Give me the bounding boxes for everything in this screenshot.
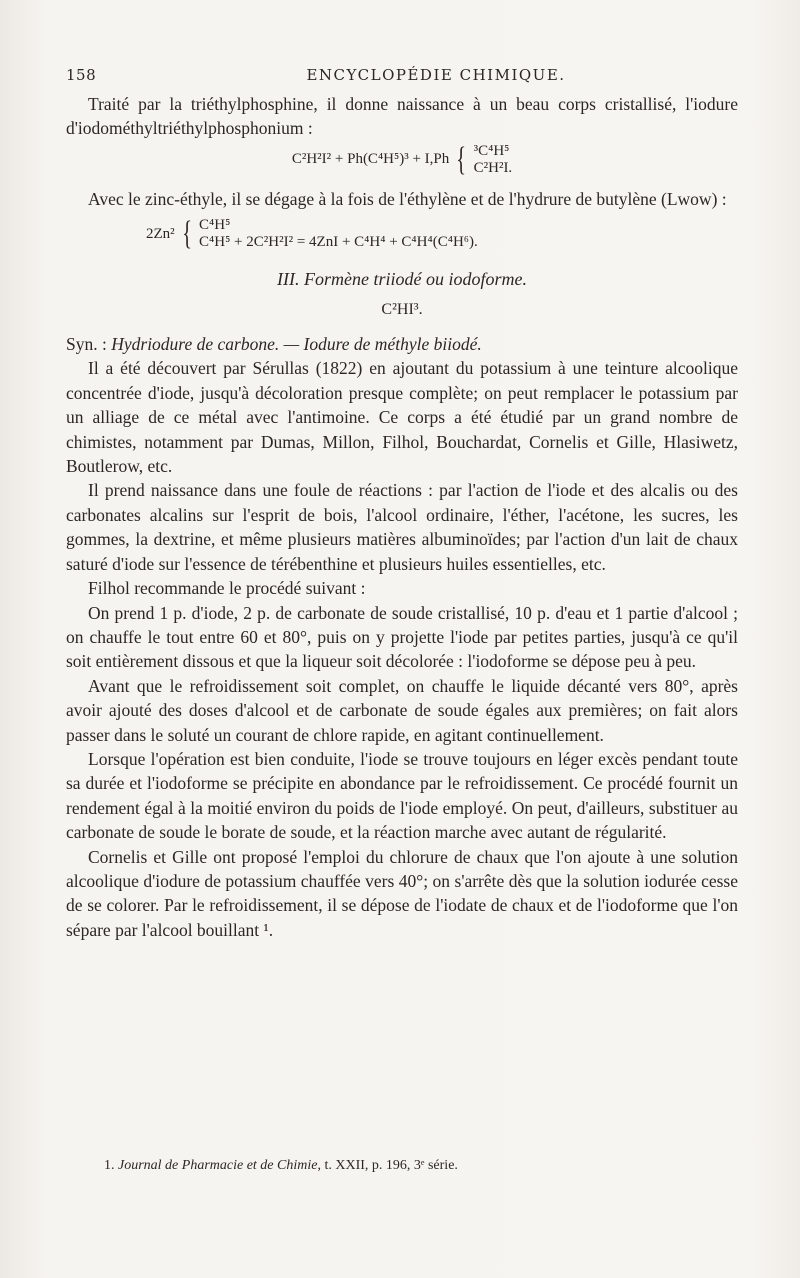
equation-zinc-ethyl <box>146 217 738 251</box>
equation-left: 2Zn² <box>146 225 175 242</box>
paragraph: On prend 1 p. d'iode, 2 p. de carbonate de soude cristallisé, 10 p. d'eau et 1 partie d'alcool ; on chauffe le tout entre 60 et 80°, puis on y projette l'iode par petites parties, jusqu'à ce qu'il soit entièrement dissous et que la liqueur soit décolorée : l'iodoforme se dépose peu à peu. <box>66 602 738 672</box>
footnote-journal: Journal de Pharmacie et de Chimie <box>118 1158 318 1173</box>
brace-glyph: { <box>456 140 467 178</box>
equation-stack <box>474 143 513 177</box>
paragraph: Lorsque l'opération est bien conduite, l'iode se trouve toujours en léger excès pendant toute sa durée et l'iodoforme se précipite en abondance par le refroidissement. Ce procédé fournit un rendement égal à la moitié environ du poids de l'iode employé. On peut, d'ailleurs, substituer au carbonate de soude le borate de soude, et la réaction marche avec autant de régularité. <box>66 748 738 843</box>
paragraph: Avec le zinc-éthyle, il se dégage à la fois de l'éthylène et de l'hydrure de butylène (Lwow) : <box>88 188 727 209</box>
footnote-reference: , t. XXII, p. 196, 3ᵉ série. <box>317 1158 458 1173</box>
equation-stack <box>199 217 478 251</box>
paragraph: Il prend naissance dans une foule de réactions : par l'action de l'iode et des alcalis ou des carbonates alcalins sur l'esprit de bois, l'alcool ordinaire, l'éther, l'acétone, les sucres, les gommes, la dextrine, et même plusieurs matières albuminoïdes; par l'action d'un lait de chaux saturé d'iode sur l'essence de térébenthine et plusieurs huiles essentielles, etc. <box>66 480 738 574</box>
section-heading <box>66 267 738 291</box>
synonyms-text: Hydriodure de carbone. — Iodure de méthyle biiodé. <box>111 334 482 355</box>
equation-left: C²H²I² + Ph(C⁴H⁵)³ + I,Ph <box>291 151 450 168</box>
footnote <box>104 1158 704 1174</box>
section-heading-text: III. Formène triiodé ou iodoforme. <box>277 269 527 290</box>
page-body <box>66 92 738 942</box>
equation-top: C⁴H⁵ <box>199 217 231 234</box>
page-number: 158 <box>66 66 97 84</box>
equation-bottom: C⁴H⁵ + 2C²H²I² = 4ZnI + C⁴H⁴ + C⁴H⁴(C⁴H⁶). <box>199 234 478 251</box>
synonyms-label: Syn. : <box>66 334 112 355</box>
section-formula: C²HI³. <box>381 300 423 318</box>
page-header <box>66 66 736 90</box>
equation-phosphonium <box>66 140 738 178</box>
footnote-number: 1. <box>104 1158 118 1173</box>
equation-bottom: C²H²I. <box>473 159 513 176</box>
running-title: ENCYCLOPÉDIE CHIMIQUE. <box>306 66 566 84</box>
equation-top: ³C⁴H⁵ <box>473 142 510 159</box>
paragraph: Filhol recommande le procédé suivant : <box>88 578 366 599</box>
paragraph: Il a été découvert par Sérullas (1822) en ajoutant du potassium à une teinture alcoolique concentrée d'iode, jusqu'à décoloration presque complète; on peut remplacer le potassium par un alliage de ce métal avec l'antimoine. Ce corps a été étudié par un grand nombre de chimistes, notamment par Dumas, Millon, Filhol, Bouchardat, Cornelis et Gille, Hlasiwetz, Boutlerow, etc. <box>66 358 738 477</box>
paragraph: Cornelis et Gille ont proposé l'emploi du chlorure de chaux que l'on ajoute à une solution alcoolique d'iodure de potassium chauffée vers 40°; on s'arrête dès que la solution iodurée cesse de se colorer. Par le refroidissement, il se dépose de l'iodate de chaux et de l'iodoforme que l'on sépare par l'alcool bouillant ¹. <box>66 846 738 940</box>
paragraph: Traité par la triéthylphosphine, il donne naissance à un beau corps cristallisé, l'iodure d'iodométhyltriéthylphosphonium : <box>66 94 738 139</box>
paragraph: Avant que le refroidissement soit complet, on chauffe le liquide décanté vers 80°, après avoir ajouté des doses d'alcool et de carbonate de soude égales aux premières; on fait alors passer dans le soluté un courant de chlore rapide, en agitant continuellement. <box>66 675 738 745</box>
brace-glyph: { <box>181 215 192 253</box>
synonyms-line <box>66 332 738 356</box>
